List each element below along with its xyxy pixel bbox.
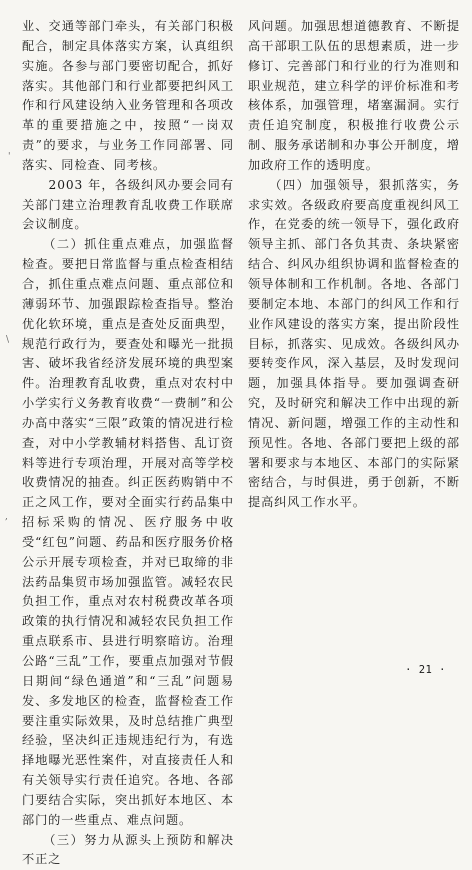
left-column: [22, 17, 234, 870]
paragraph-section-three-cont: 风问题。加强思想道德教育、不断提高干部职工队伍的思想素质，进一步修订、完善部门和行业的行为准则和职业规范，建立科学的评价标准和考核体系，加强管理，堵塞漏洞。实行责任追究制度，积极推行收费公示制、服务承诺制和办事公开制度，增加政府工作的透明度。: [248, 19, 460, 172]
paragraph-2003-joint-meeting: 2003 年，各级纠风办要会同有关部门建立治理教育乱收费工作联席会议制度。: [22, 177, 234, 232]
page-number: · 21 ·: [405, 664, 446, 676]
right-column: [248, 17, 460, 513]
paragraph-section-two: （二）抓住重点难点，加强监督检查。要把日常监督与重点检查相结合，抓住重点难点问题、重点部位和薄弱环节、加强跟踪检查指导。整治优化软环境，重点是查处反面典型，规范行政行为，要查处和曝光一批损害、破坏我省经济发展环境的典型案件。治理教育乱收费，重点对农村中小学实行义务教育收费“一费制”和公办高中落实“三限”政策的情况进行检查，对中小学教辅材料搭售、乱订资料等进行专项治理，开展对高等学校收费情况的抽查。纠正医药购销中不正之风工作，要对全面实行药品集中招标采购的情况、医疗服务中收受“红包”问题、药品和医疗服务价格公示开展专项检查，并对已取缔的非法药品集贸市场加强监管。减轻农民负担工作，重点对农村税费改革各项政策的执行情况和减轻农民负担工作重点联系市、县进行明察暗访。治理公路“三乱”工作，要重点加强对节假日期间“绿色通道”和“三乱”问题易发、多发地区的检查，监督检查工作要注重实际效果，及时总结推广典型经验，坚决纠正违规违纪行为，有选择地曝光恶性案件，对直接责任人和有关领导实行责任追究。各地、各部门要结合实际，突出抓好本地区、本部门的一些重点、难点问题。: [22, 237, 234, 827]
paragraph-responsibility: 业、交通等部门牵头，有关部门积极配合，制定具体落实方案，认真组织实施。各参与部门要密切配合，抓好落实。其他部门和行业都要把纠风工作和行风建设纳入业务管理和各项改革的重要措施之中，按照“一岗双责”的要求，与业务工作同部署、同落实、同检查、同考核。: [22, 19, 234, 172]
margin-tick-mark: ': [8, 152, 11, 162]
paragraph-section-three-start: （三）努力从源头上预防和解决不正之: [22, 832, 234, 867]
margin-tick-mark: \: [6, 335, 10, 345]
margin-tick-mark: ,: [5, 512, 8, 522]
paragraph-section-four: （四）加强领导，狠抓落实，务求实效。各级政府要高度重视纠风工作，在党委的统一领导下，强化政府领导主抓、部门各负其责、条块紧密结合、纠风办组织协调和监督检查的领导体制和工作机制。各地、各部门要制定本地、本部门的纠风工作和行业作风建设的落实方案，提出阶段性目标，抓落实、见成效。各级纠风办要转变作风，深入基层，及时发现问题，加强具体指导。要加强调查研究，及时研究和解决工作中出现的新情况、新问题，增强工作的主动性和预见性。各地、各部门要把上级的部署和要求与本地区、本部门的实际紧密结合，与时俱进，勇于创新，不断提高纠风工作水平。: [248, 177, 460, 510]
